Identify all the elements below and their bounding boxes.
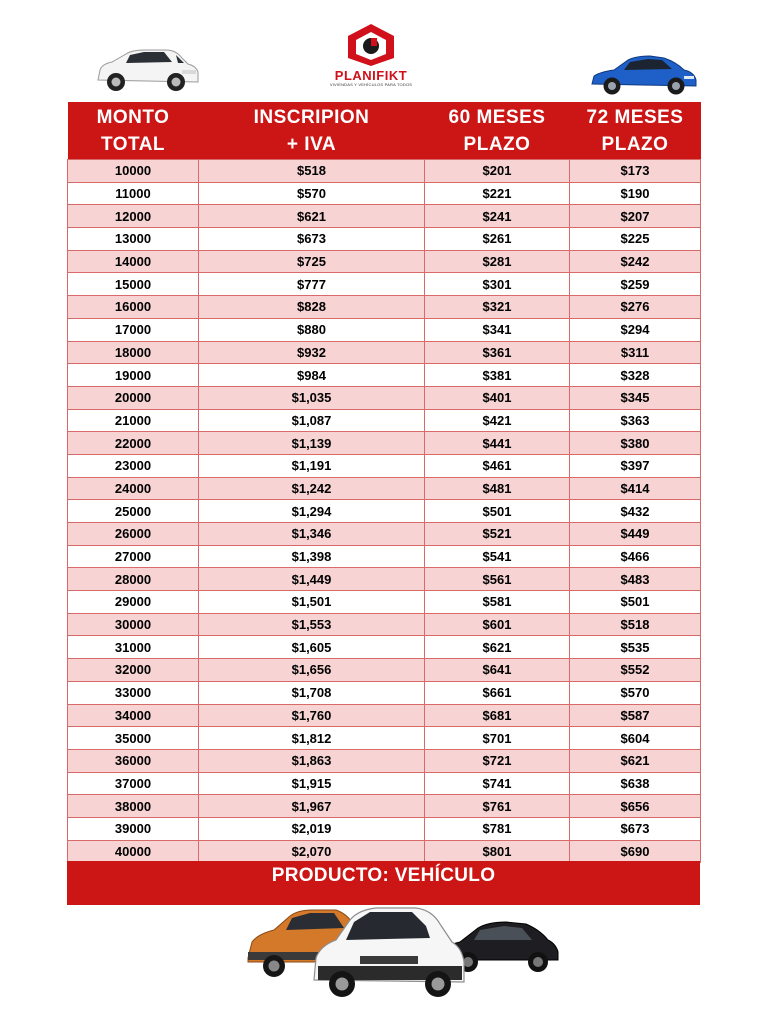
table-row [68,749,701,772]
table-row [68,523,701,546]
plazo-60-cell: $221 [425,182,570,205]
inscripcion-iva-cell: $1,863 [199,749,425,772]
table-row [68,795,701,818]
monto-total-cell: 31000 [68,636,199,659]
plazo-60-cell: $201 [425,160,570,183]
header-line: PLAZO [463,133,531,155]
planifikt-logo [326,22,416,100]
monto-total-cell: 11000 [68,182,199,205]
plazo-60-cell: $261 [425,228,570,251]
monto-total-cell: 38000 [68,795,199,818]
plazo-72-cell: $328 [570,364,701,387]
monto-total-cell: 25000 [68,500,199,523]
monto-total-cell: 10000 [68,160,199,183]
plazo-60-cell: $441 [425,432,570,455]
monto-total-cell: 26000 [68,523,199,546]
table-row [68,318,701,341]
table-row [68,228,701,251]
inscripcion-iva-cell: $1,915 [199,772,425,795]
monto-total-cell: 34000 [68,704,199,727]
inscripcion-iva-cell: $932 [199,341,425,364]
plazo-60-cell: $361 [425,341,570,364]
header-line: + IVA [286,133,337,155]
plazo-72-cell: $656 [570,795,701,818]
header-60-meses [425,102,570,160]
monto-total-cell: 15000 [68,273,199,296]
plazo-60-cell: $621 [425,636,570,659]
monto-total-cell: 37000 [68,772,199,795]
inscripcion-iva-cell: $1,294 [199,500,425,523]
plazo-60-cell: $521 [425,523,570,546]
monto-total-cell: 22000 [68,432,199,455]
plazo-60-cell: $541 [425,545,570,568]
monto-total-cell: 30000 [68,613,199,636]
three-cars-icon [240,900,560,1010]
plazo-72-cell: $397 [570,454,701,477]
header-line: 60 MESES [448,106,546,128]
monto-total-cell: 24000 [68,477,199,500]
header-inscripcion-iva [199,102,425,160]
blue-sedan-icon [588,50,698,98]
table-row [68,477,701,500]
inscripcion-iva-cell: $1,812 [199,727,425,750]
monto-total-cell: 17000 [68,318,199,341]
plazo-60-cell: $801 [425,840,570,863]
monto-total-cell: 33000 [68,681,199,704]
table-row [68,160,701,183]
inscripcion-iva-cell: $2,070 [199,840,425,863]
plazo-72-cell: $414 [570,477,701,500]
monto-total-cell: 27000 [68,545,199,568]
plazo-72-cell: $225 [570,228,701,251]
plazo-72-cell: $380 [570,432,701,455]
monto-total-cell: 13000 [68,228,199,251]
inscripcion-iva-cell: $1,501 [199,591,425,614]
plazo-60-cell: $681 [425,704,570,727]
monto-total-cell: 12000 [68,205,199,228]
plazo-72-cell: $432 [570,500,701,523]
table-row [68,613,701,636]
plazo-60-cell: $781 [425,817,570,840]
page-header [0,0,768,102]
table-row [68,591,701,614]
inscripcion-iva-cell: $1,242 [199,477,425,500]
brand-tagline: VIVIENDAS Y VEHÍCULOS PARA TODOS [329,82,413,87]
plazo-60-cell: $721 [425,749,570,772]
inscripcion-iva-cell: $1,708 [199,681,425,704]
inscripcion-iva-cell: $1,035 [199,386,425,409]
plazo-72-cell: $638 [570,772,701,795]
plazo-60-cell: $301 [425,273,570,296]
plazo-72-cell: $276 [570,296,701,319]
header-line: MONTO [96,106,170,128]
inscripcion-iva-cell: $2,019 [199,817,425,840]
table-row [68,296,701,319]
table-row [68,772,701,795]
monto-total-cell: 35000 [68,727,199,750]
plazo-60-cell: $561 [425,568,570,591]
inscripcion-iva-cell: $1,191 [199,454,425,477]
plazo-72-cell: $621 [570,749,701,772]
plazo-72-cell: $673 [570,817,701,840]
monto-total-cell: 36000 [68,749,199,772]
plazo-60-cell: $401 [425,386,570,409]
plazo-72-cell: $190 [570,182,701,205]
plazo-60-cell: $461 [425,454,570,477]
inscripcion-iva-cell: $570 [199,182,425,205]
plazo-60-cell: $321 [425,296,570,319]
inscripcion-iva-cell: $777 [199,273,425,296]
table-row [68,545,701,568]
inscripcion-iva-cell: $1,553 [199,613,425,636]
monto-total-cell: 23000 [68,454,199,477]
plazo-72-cell: $552 [570,659,701,682]
header-monto-total [68,102,199,160]
table-row [68,659,701,682]
plazo-72-cell: $345 [570,386,701,409]
monto-total-cell: 32000 [68,659,199,682]
plazo-72-cell: $483 [570,568,701,591]
plazo-60-cell: $661 [425,681,570,704]
plazo-72-cell: $501 [570,591,701,614]
table-row [68,704,701,727]
inscripcion-iva-cell: $984 [199,364,425,387]
plazo-72-cell: $518 [570,613,701,636]
monto-total-cell: 40000 [68,840,199,863]
inscripcion-iva-cell: $880 [199,318,425,341]
plazo-60-cell: $701 [425,727,570,750]
inscripcion-iva-cell: $725 [199,250,425,273]
inscripcion-iva-cell: $1,656 [199,659,425,682]
table-row [68,273,701,296]
table-row [68,681,701,704]
table-row [68,386,701,409]
header-line: TOTAL [100,133,166,155]
inscripcion-iva-cell: $1,967 [199,795,425,818]
plazo-60-cell: $281 [425,250,570,273]
table-row [68,568,701,591]
table-row [68,454,701,477]
table-body [68,160,701,863]
table-row [68,727,701,750]
table-row [68,364,701,387]
plazo-72-cell: $535 [570,636,701,659]
table-row [68,817,701,840]
inscripcion-iva-cell: $1,139 [199,432,425,455]
table-row [68,205,701,228]
plazo-60-cell: $501 [425,500,570,523]
monto-total-cell: 21000 [68,409,199,432]
plazo-60-cell: $241 [425,205,570,228]
inscripcion-iva-cell: $1,449 [199,568,425,591]
plazo-60-cell: $761 [425,795,570,818]
plazo-72-cell: $466 [570,545,701,568]
plazo-60-cell: $481 [425,477,570,500]
plazo-72-cell: $363 [570,409,701,432]
plazo-72-cell: $449 [570,523,701,546]
plazo-72-cell: $587 [570,704,701,727]
inscripcion-iva-cell: $1,398 [199,545,425,568]
table-row [68,636,701,659]
logo-mark-icon [342,22,400,68]
table-row [68,341,701,364]
product-band [67,861,700,905]
inscripcion-iva-cell: $518 [199,160,425,183]
plazo-60-cell: $341 [425,318,570,341]
product-label: PRODUCTO: VEHÍCULO [271,865,496,886]
table-row [68,409,701,432]
monto-total-cell: 28000 [68,568,199,591]
inscripcion-iva-cell: $621 [199,205,425,228]
brand-name: PLANIFIKT [334,68,408,83]
table-row [68,840,701,863]
plazo-72-cell: $294 [570,318,701,341]
plazo-60-cell: $641 [425,659,570,682]
header-72-meses [570,102,701,160]
plazo-72-cell: $242 [570,250,701,273]
payment-table [67,102,701,863]
plazo-60-cell: $741 [425,772,570,795]
plazo-60-cell: $381 [425,364,570,387]
inscripcion-iva-cell: $673 [199,228,425,251]
table-header-row [68,102,701,160]
inscripcion-iva-cell: $828 [199,296,425,319]
table-row [68,432,701,455]
plazo-60-cell: $581 [425,591,570,614]
inscripcion-iva-cell: $1,605 [199,636,425,659]
monto-total-cell: 18000 [68,341,199,364]
monto-total-cell: 20000 [68,386,199,409]
plazo-60-cell: $421 [425,409,570,432]
table-row [68,500,701,523]
header-line: PLAZO [601,133,669,155]
plazo-60-cell: $601 [425,613,570,636]
plazo-72-cell: $570 [570,681,701,704]
plazo-72-cell: $311 [570,341,701,364]
inscripcion-iva-cell: $1,346 [199,523,425,546]
plazo-72-cell: $690 [570,840,701,863]
monto-total-cell: 19000 [68,364,199,387]
plazo-72-cell: $259 [570,273,701,296]
inscripcion-iva-cell: $1,087 [199,409,425,432]
table-row [68,250,701,273]
header-line: INSCRIPION [253,106,370,128]
table-row [68,182,701,205]
monto-total-cell: 16000 [68,296,199,319]
header-line: 72 MESES [586,106,684,128]
white-suv-icon [92,46,202,94]
plazo-72-cell: $207 [570,205,701,228]
monto-total-cell: 14000 [68,250,199,273]
plazo-72-cell: $604 [570,727,701,750]
monto-total-cell: 29000 [68,591,199,614]
inscripcion-iva-cell: $1,760 [199,704,425,727]
plazo-72-cell: $173 [570,160,701,183]
monto-total-cell: 39000 [68,817,199,840]
